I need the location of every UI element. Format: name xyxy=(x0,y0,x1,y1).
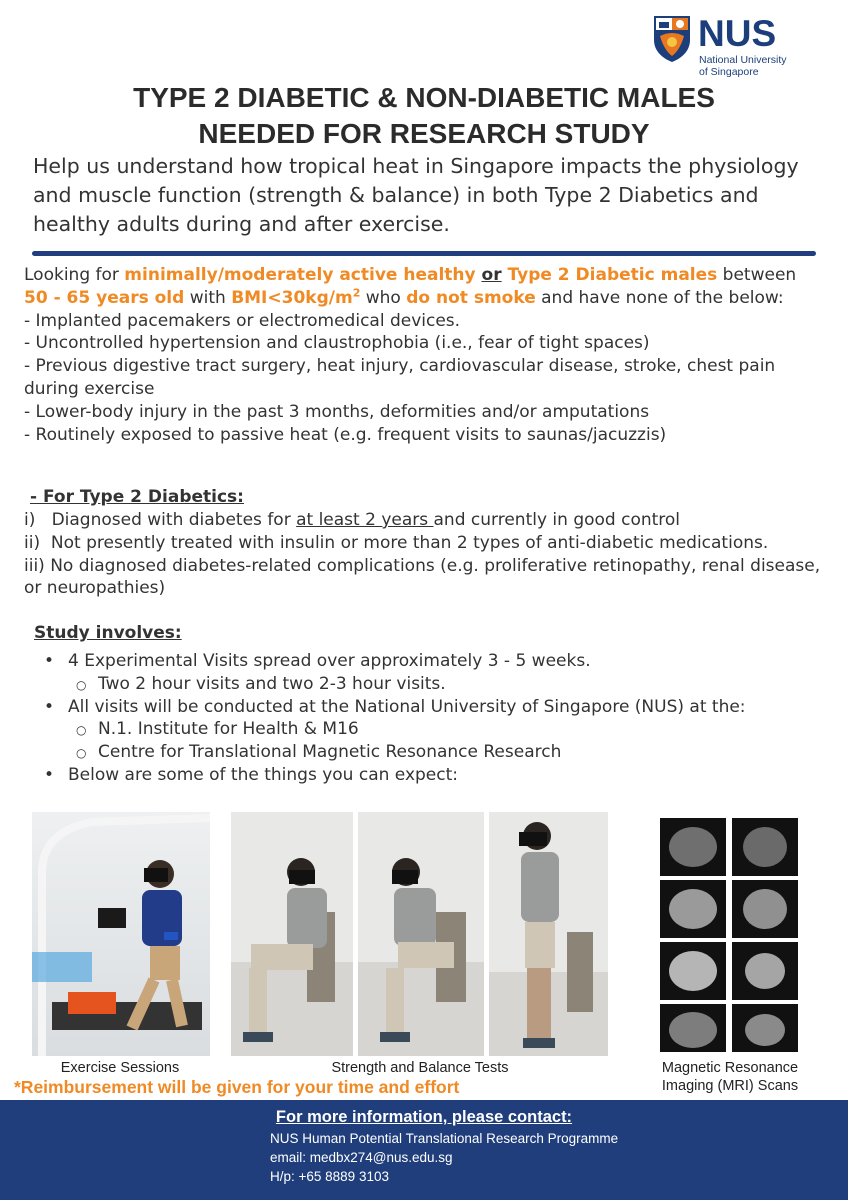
study-bullet: • Below are some of the things you can expect: xyxy=(44,764,814,787)
exclusion-item: - Routinely exposed to passive heat (e.g. frequent visits to saunas/jacuzzis) xyxy=(24,424,667,445)
criteria-bmi-superscript: 2 xyxy=(352,286,361,300)
type2-heading xyxy=(30,486,244,509)
caption-mri-line2: Imaging (MRI) Scans xyxy=(661,1078,799,1094)
type2-item-emphasis: at least 2 years xyxy=(296,510,434,530)
headline-line2: NEEDED FOR RESEARCH STUDY xyxy=(198,118,650,149)
contact-footer xyxy=(0,1100,848,1200)
criteria-highlight-smoke: do not smoke xyxy=(406,287,536,308)
headline xyxy=(40,80,808,152)
criteria-highlight-diabetic: Type 2 Diabetic males xyxy=(501,265,718,285)
standing-person-illustration xyxy=(489,812,608,1056)
type2-criteria xyxy=(24,509,834,600)
study-list xyxy=(44,650,814,787)
study-sub-bullet: ○ Centre for Translational Magnetic Resonance Research xyxy=(44,741,814,764)
footer-email[interactable]: email: medbx274@nus.edu.sg xyxy=(270,1150,453,1165)
criteria-highlight-bmi: BMI<30kg/m xyxy=(231,287,353,308)
criteria-highlight-age: 50 - 65 years old xyxy=(24,287,185,308)
rising-person-illustration xyxy=(358,812,484,1056)
footer-organization: NUS Human Potential Translational Research Programme xyxy=(270,1131,619,1146)
caption-strength: Strength and Balance Tests xyxy=(331,1060,509,1076)
mri-scans-panel xyxy=(648,808,808,1052)
criteria-text: between xyxy=(717,265,797,285)
caption-mri xyxy=(640,1059,820,1095)
strength-photo-seated xyxy=(231,812,353,1056)
study-bullet: • All visits will be conducted at the National University of Singapore (NUS) at the: xyxy=(44,696,814,719)
logo-subtitle-line2: of Singapore xyxy=(699,66,759,78)
logo-subtitle-line1: National University xyxy=(699,54,787,66)
criteria-or: or xyxy=(481,265,502,285)
reimbursement-note: *Reimbursement will be given for your time and effort xyxy=(14,1077,460,1097)
type2-item: iii) No diagnosed diabetes-related complications (e.g. proliferative retinopathy, renal disease, or neuropathies) xyxy=(24,555,821,599)
criteria-text: Looking for xyxy=(24,265,125,285)
type2-heading-text: - For Type 2 Diabetics: xyxy=(30,487,244,507)
exclusion-item: - Uncontrolled hypertension and claustrophobia (i.e., fear of tight spaces) xyxy=(24,333,650,354)
nus-logo xyxy=(652,14,834,78)
headline-line1: TYPE 2 DIABETIC & NON-DIABETIC MALES xyxy=(133,82,715,113)
treadmill-illustration xyxy=(32,812,210,1056)
nus-crest-icon xyxy=(652,14,692,64)
seated-person-illustration xyxy=(231,812,353,1056)
divider-rule xyxy=(32,251,816,256)
footer-phone[interactable]: H/p: +65 8889 3103 xyxy=(270,1169,389,1184)
criteria-highlight-activity: minimally/moderately active healthy xyxy=(124,265,482,285)
caption-mri-line1: Magnetic Resonance xyxy=(661,1060,799,1076)
study-bullet: • 4 Experimental Visits spread over approximately 3 - 5 weeks. xyxy=(44,650,814,673)
exercise-photo xyxy=(32,812,210,1056)
criteria-text: and have none of the below: xyxy=(535,287,784,308)
criteria-intro xyxy=(24,264,834,310)
footer-title: For more information, please contact: xyxy=(275,1108,573,1126)
caption-exercise: Exercise Sessions xyxy=(60,1060,180,1076)
logo-subtitle xyxy=(699,54,819,78)
exclusion-item: - Previous digestive tract surgery, heat injury, cardiovascular disease, stroke, chest pain during exercise xyxy=(24,356,776,399)
mri-scans-illustration xyxy=(648,808,808,1052)
strength-photo-rising xyxy=(358,812,484,1056)
strength-photo-standing xyxy=(489,812,608,1056)
type2-item: ii) Not presently treated with insulin or more than 2 types of anti-diabetic medications. xyxy=(24,532,769,553)
type2-item-text: and currently in good control xyxy=(433,510,681,530)
type2-item xyxy=(24,509,834,532)
type2-item-text: i) Diagnosed with diabetes for xyxy=(24,510,297,530)
study-heading-text: Study involves: xyxy=(34,623,182,643)
criteria-text: who xyxy=(360,287,407,308)
logo-wordmark: NUS xyxy=(698,13,777,54)
study-sub-bullet: ○ Two 2 hour visits and two 2-3 hour visits. xyxy=(44,673,814,696)
intro-paragraph: Help us understand how tropical heat in Singapore impacts the physiology and muscle function (strength & balance) in both Type 2 Diabetics and healthy adults during and after exercise. xyxy=(33,154,799,236)
exclusion-item: - Implanted pacemakers or electromedical devices. xyxy=(24,310,461,331)
study-heading xyxy=(34,622,182,645)
criteria-text: with xyxy=(184,287,232,308)
study-sub-bullet: ○ N.1. Institute for Health & M16 xyxy=(44,718,814,741)
exclusion-item: - Lower-body injury in the past 3 months, deformities and/or amputations xyxy=(24,401,650,422)
eligibility-criteria xyxy=(24,264,834,446)
